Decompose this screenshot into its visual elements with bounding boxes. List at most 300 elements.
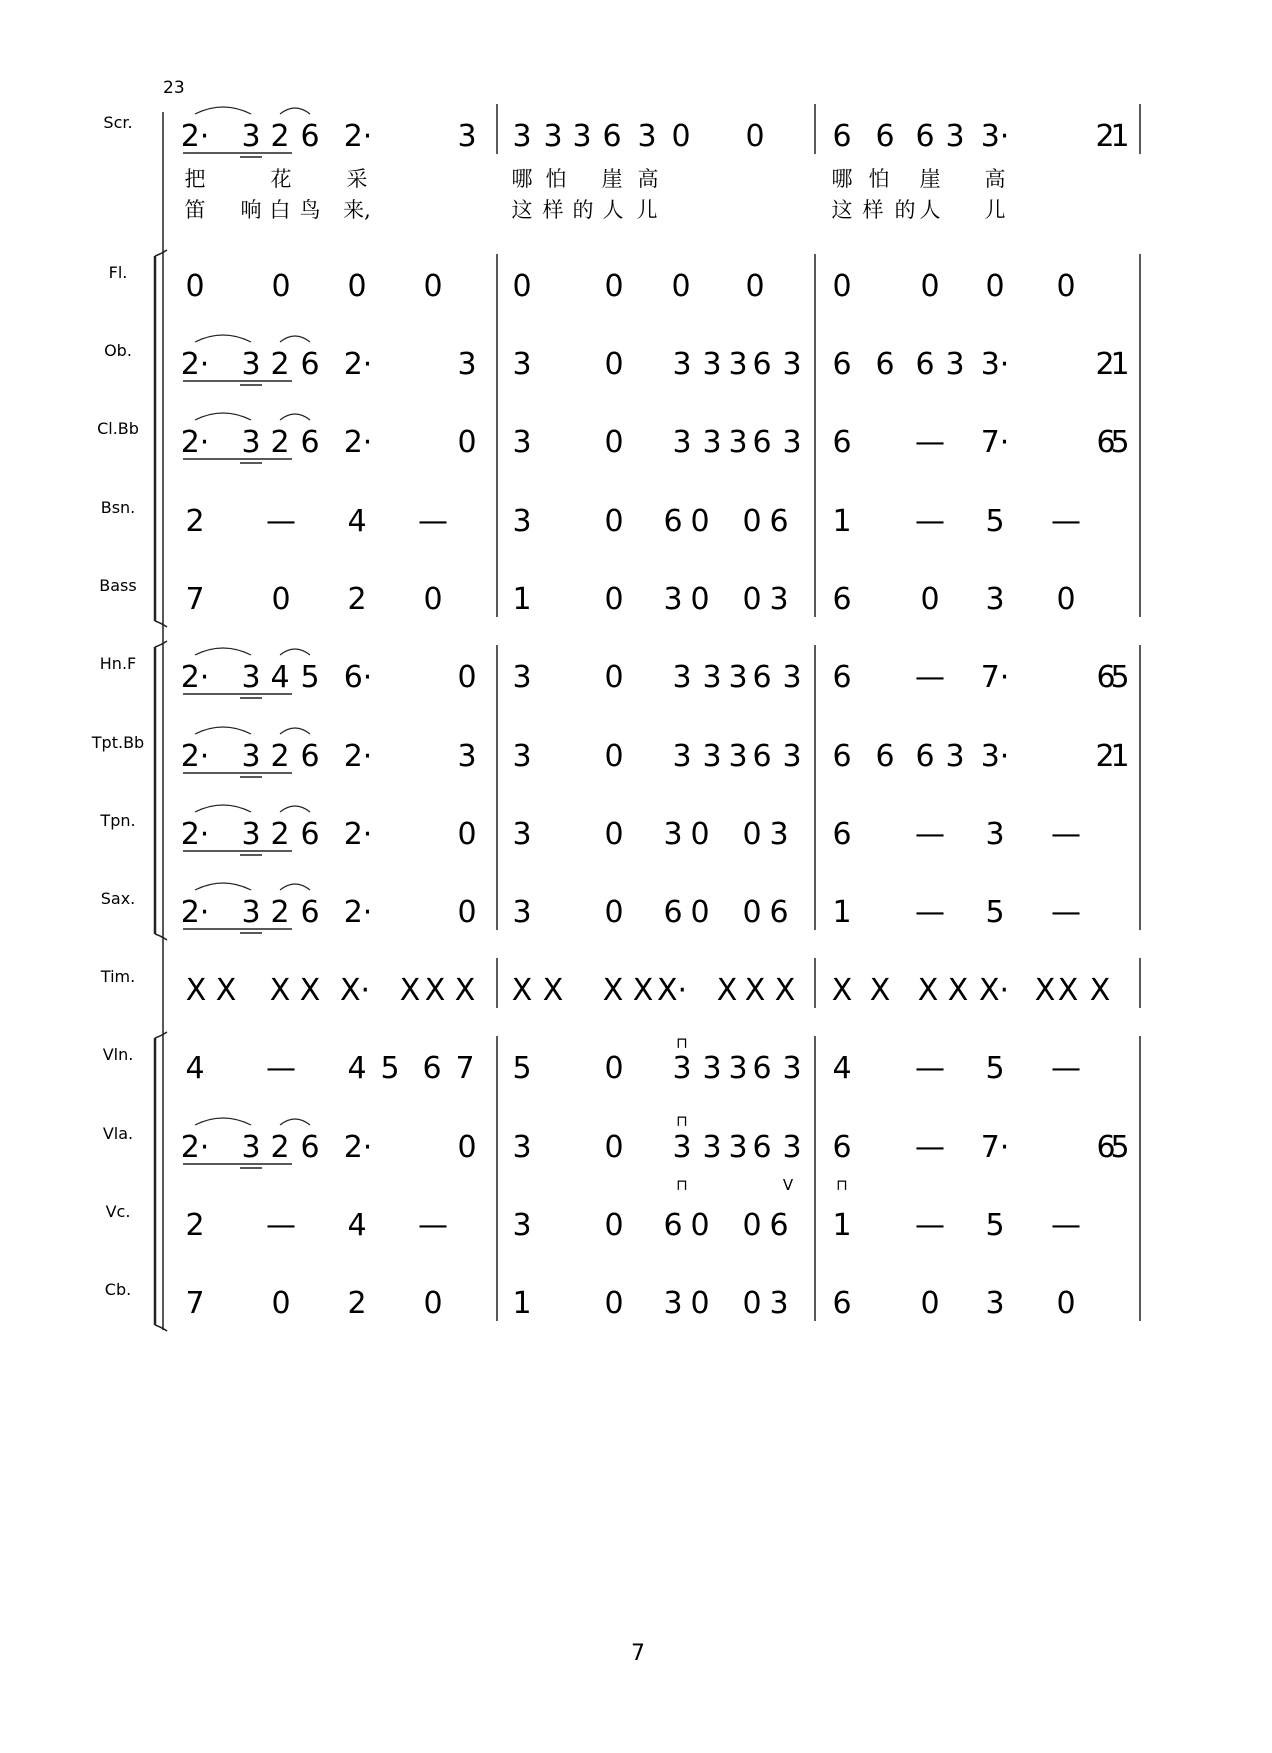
note: 0	[457, 817, 477, 852]
note: 5	[380, 1051, 400, 1086]
instrument-label: Hn.F	[99, 654, 137, 673]
note: X	[632, 973, 654, 1008]
note: 5	[1110, 1130, 1130, 1165]
instrument-label: Vln.	[102, 1045, 134, 1064]
note: 6	[875, 347, 895, 382]
note: X	[269, 973, 291, 1008]
note: 0	[1056, 582, 1076, 617]
note: 3	[782, 347, 802, 382]
note: 0	[690, 895, 710, 930]
note: 6	[832, 1130, 852, 1165]
note: 4	[347, 504, 367, 539]
instrument-label: Tim.	[100, 967, 136, 986]
instrument-label: Bass	[99, 576, 137, 595]
slur	[280, 1119, 310, 1125]
note: 1	[1110, 347, 1130, 382]
note: 0	[742, 895, 762, 930]
bracket-cap-top	[155, 1032, 167, 1038]
note: X·	[339, 973, 371, 1008]
note: 6	[300, 895, 320, 930]
note: 6	[752, 347, 772, 382]
note: 7	[185, 1286, 205, 1321]
slur	[195, 1118, 251, 1125]
note: 3	[769, 582, 789, 617]
note: 3	[512, 347, 532, 382]
note: 0	[604, 347, 624, 382]
note: 2·	[180, 895, 210, 930]
note: 6	[300, 425, 320, 460]
lyrics	[185, 167, 1006, 222]
note: 3	[241, 895, 261, 930]
note: 0	[1056, 269, 1076, 304]
note: 3	[663, 582, 683, 617]
note: 2·	[343, 817, 373, 852]
note: 3	[728, 1130, 748, 1165]
slur	[195, 107, 251, 114]
note: 2	[1095, 739, 1115, 774]
note: —	[266, 1051, 296, 1086]
slur	[195, 883, 251, 890]
instrument-label: Vla.	[102, 1124, 134, 1143]
note: 6	[875, 119, 895, 154]
note: 3	[512, 660, 532, 695]
slur	[195, 805, 251, 812]
note: 7·	[980, 425, 1010, 460]
note: 6	[752, 1130, 772, 1165]
note: 6	[602, 119, 622, 154]
note: 1	[1110, 739, 1130, 774]
lyric-syllable: 响	[240, 198, 262, 222]
note: 0	[690, 817, 710, 852]
note: 6	[832, 660, 852, 695]
lyric-syllable: 样	[542, 198, 564, 222]
note: 6	[832, 425, 852, 460]
note: 3	[728, 1051, 748, 1086]
note: 0	[423, 582, 443, 617]
slur	[280, 649, 310, 655]
note: 6	[915, 119, 935, 154]
note: X	[1034, 973, 1056, 1008]
slur	[195, 727, 251, 734]
slur	[280, 108, 310, 114]
note: 3	[945, 739, 965, 774]
note: 7·	[980, 1130, 1010, 1165]
note: 2·	[180, 119, 210, 154]
note: 6	[832, 347, 852, 382]
note: 0	[457, 425, 477, 460]
lyric-syllable: 高	[637, 167, 659, 191]
bowing-mark: V	[782, 1176, 794, 1194]
instrument-label: Vc.	[105, 1202, 131, 1221]
note: 0	[604, 1051, 624, 1086]
lyric-syllable: 采	[346, 167, 368, 191]
note: 3	[512, 1208, 532, 1243]
note: 3	[702, 739, 722, 774]
note: 6	[422, 1051, 442, 1086]
note: 0	[512, 269, 532, 304]
note: 0	[604, 817, 624, 852]
note: 2·	[180, 347, 210, 382]
slur	[280, 806, 310, 812]
note: 0	[742, 582, 762, 617]
note: 2	[270, 739, 290, 774]
note: 2	[185, 1208, 205, 1243]
note: 5	[300, 660, 320, 695]
note: 3	[572, 119, 592, 154]
slur	[280, 336, 310, 342]
note: 1	[832, 504, 852, 539]
note: 6	[300, 817, 320, 852]
instrument-label: Bsn.	[100, 498, 136, 517]
note: 3	[702, 347, 722, 382]
note: 6	[300, 119, 320, 154]
instrument-label: Tpn.	[100, 811, 136, 830]
note: 3	[241, 347, 261, 382]
note: 0	[920, 1286, 940, 1321]
note: 3	[782, 739, 802, 774]
lyric-syllable: 这	[831, 198, 853, 222]
lyric-syllable: 人	[919, 198, 941, 222]
note: X	[831, 973, 853, 1008]
note: 0	[604, 660, 624, 695]
note: 0	[185, 269, 205, 304]
note: 3	[985, 582, 1005, 617]
note: 6	[875, 739, 895, 774]
note: —	[915, 817, 945, 852]
note: 3	[543, 119, 563, 154]
note: 6	[915, 739, 935, 774]
note: 5	[512, 1051, 532, 1086]
instrument-label: Tpt.Bb	[91, 733, 145, 752]
note: X	[869, 973, 891, 1008]
instrument-label: Sax.	[100, 889, 136, 908]
note: 3	[512, 504, 532, 539]
note: 4	[347, 1208, 367, 1243]
note: 2·	[180, 425, 210, 460]
bowing-mark: ⊓	[676, 1112, 688, 1130]
slur	[280, 414, 310, 420]
note: —	[418, 1208, 448, 1243]
note: 0	[985, 269, 1005, 304]
note: —	[915, 1130, 945, 1165]
note: 3	[637, 119, 657, 154]
note: 3	[782, 1051, 802, 1086]
note: 7	[455, 1051, 475, 1086]
slur	[280, 884, 310, 890]
note: 3	[672, 660, 692, 695]
note: 3	[782, 425, 802, 460]
note: 3	[457, 119, 477, 154]
note: X	[716, 973, 738, 1008]
note: 5	[985, 895, 1005, 930]
note: 5	[1110, 425, 1130, 460]
note: 0	[457, 660, 477, 695]
note: 3	[241, 425, 261, 460]
note: 0	[604, 425, 624, 460]
note: 3	[672, 739, 692, 774]
note: 3	[241, 817, 261, 852]
note: 6	[1096, 660, 1116, 695]
note: 6	[832, 817, 852, 852]
note: 0	[690, 1286, 710, 1321]
note: 0	[920, 582, 940, 617]
note: 3	[512, 1130, 532, 1165]
note: 3	[241, 739, 261, 774]
note: X	[454, 973, 476, 1008]
note: —	[266, 504, 296, 539]
note: 6	[752, 1051, 772, 1086]
note: 2·	[343, 1130, 373, 1165]
note: 0	[271, 269, 291, 304]
lyric-syllable: 笛	[184, 198, 206, 222]
note: 0	[271, 582, 291, 617]
bracket-cap-top	[155, 641, 167, 647]
note: 3	[672, 425, 692, 460]
note: 6	[663, 1208, 683, 1243]
lyric-syllable: 儿	[984, 198, 1006, 222]
note: 3	[728, 347, 748, 382]
note: 3	[728, 660, 748, 695]
lyric-syllable: 高	[984, 167, 1006, 191]
note: 0	[742, 504, 762, 539]
notation-content	[181, 107, 1130, 1321]
note: 0	[745, 269, 765, 304]
note: 3	[457, 347, 477, 382]
note: 0	[604, 895, 624, 930]
note: 3	[985, 817, 1005, 852]
note: 3	[782, 660, 802, 695]
note: 3·	[980, 739, 1010, 774]
note: 6	[832, 582, 852, 617]
note: X	[215, 973, 237, 1008]
note: 0	[690, 582, 710, 617]
note: —	[915, 895, 945, 930]
note: 0	[604, 269, 624, 304]
note: 3	[702, 1130, 722, 1165]
note: 4	[347, 1051, 367, 1086]
note: —	[915, 1208, 945, 1243]
note: 3	[663, 817, 683, 852]
note: —	[1051, 817, 1081, 852]
note: 0	[690, 504, 710, 539]
note: 0	[742, 817, 762, 852]
slur	[280, 728, 310, 734]
note: 3	[728, 739, 748, 774]
note: 3	[512, 425, 532, 460]
note: 2	[347, 582, 367, 617]
lyric-syllable: 哪	[511, 167, 533, 191]
lyric-syllable: 人	[602, 198, 624, 222]
slur	[195, 335, 251, 342]
note: —	[1051, 1051, 1081, 1086]
note: 0	[423, 269, 443, 304]
note: 2·	[180, 1130, 210, 1165]
slur	[195, 648, 251, 655]
note: 6	[832, 739, 852, 774]
instrument-label: Cl.Bb	[97, 419, 139, 438]
note: 3	[672, 1051, 692, 1086]
note: 0	[920, 269, 940, 304]
note: —	[1051, 1208, 1081, 1243]
note: 3	[512, 119, 532, 154]
note: 3·	[980, 347, 1010, 382]
lyric-syllable: 怕	[545, 167, 567, 191]
bracket-cap-bottom	[155, 1325, 167, 1331]
lyric-syllable: 来,	[343, 198, 371, 222]
note: X	[511, 973, 533, 1008]
bracket-cap-bottom	[155, 621, 167, 627]
note: 2	[270, 817, 290, 852]
note: X	[602, 973, 624, 1008]
note: 6·	[343, 660, 373, 695]
note: X	[744, 973, 766, 1008]
note: 2	[270, 425, 290, 460]
note: 2	[347, 1286, 367, 1321]
note: 0	[742, 1208, 762, 1243]
note: 3	[241, 119, 261, 154]
note: 2	[1095, 119, 1115, 154]
note: X	[947, 973, 969, 1008]
lyric-syllable: 儿	[636, 198, 658, 222]
note: 5	[985, 504, 1005, 539]
note: 0	[745, 119, 765, 154]
note: 6	[832, 1286, 852, 1321]
note: 2	[185, 504, 205, 539]
note: 2	[270, 895, 290, 930]
note: X	[774, 973, 796, 1008]
note: 0	[671, 269, 691, 304]
note: 3·	[980, 119, 1010, 154]
note: 4	[832, 1051, 852, 1086]
note: X·	[978, 973, 1010, 1008]
note: 6	[1096, 425, 1116, 460]
note: 6	[769, 504, 789, 539]
note: —	[915, 504, 945, 539]
note: 2·	[343, 739, 373, 774]
note: 2	[1095, 347, 1115, 382]
note: 0	[457, 1130, 477, 1165]
instrument-label: Scr.	[103, 113, 133, 132]
note: 6	[752, 739, 772, 774]
note: 3	[945, 119, 965, 154]
note: —	[418, 504, 448, 539]
bowing-mark: ⊓	[676, 1176, 688, 1194]
note: X	[1057, 973, 1079, 1008]
instrument-labels	[91, 113, 144, 1299]
note: —	[915, 425, 945, 460]
note: 5	[985, 1208, 1005, 1243]
bracket-cap-bottom	[155, 934, 167, 940]
note: 5	[985, 1051, 1005, 1086]
lyric-syllable: 的	[894, 198, 916, 222]
note: 0	[690, 1208, 710, 1243]
measure-number: 23	[163, 78, 185, 98]
lyric-syllable: 花	[270, 167, 292, 191]
note: 6	[752, 660, 772, 695]
note: —	[915, 660, 945, 695]
note: 6	[832, 119, 852, 154]
note: 3	[241, 1130, 261, 1165]
bowing-mark: ⊓	[836, 1176, 848, 1194]
note: 5	[1110, 660, 1130, 695]
lyric-syllable: 把	[184, 167, 206, 191]
note: X	[542, 973, 564, 1008]
note: 0	[832, 269, 852, 304]
note: 0	[604, 1208, 624, 1243]
note: 3	[769, 1286, 789, 1321]
note: 6	[300, 347, 320, 382]
note: 1	[512, 1286, 532, 1321]
page-number: 7	[631, 1641, 645, 1666]
note: 0	[423, 1286, 443, 1321]
note: 3	[457, 739, 477, 774]
note: —	[266, 1208, 296, 1243]
note: 0	[271, 1286, 291, 1321]
note: 1	[832, 1208, 852, 1243]
note: 2·	[180, 739, 210, 774]
note: 0	[604, 582, 624, 617]
note: 1	[832, 895, 852, 930]
note: 2·	[343, 119, 373, 154]
lyric-syllable: 怕	[868, 167, 890, 191]
note: 6	[300, 1130, 320, 1165]
note: 0	[671, 119, 691, 154]
note: X	[299, 973, 321, 1008]
note: 3	[663, 1286, 683, 1321]
note: 6	[663, 895, 683, 930]
note: 4	[185, 1051, 205, 1086]
note: 3	[782, 1130, 802, 1165]
lyric-syllable: 样	[862, 198, 884, 222]
note: —	[1051, 895, 1081, 930]
note: X	[424, 973, 446, 1008]
note: 2·	[180, 817, 210, 852]
lyric-syllable: 白	[269, 198, 291, 222]
note: 0	[742, 1286, 762, 1321]
note: 6	[769, 895, 789, 930]
lyric-syllable: 哪	[831, 167, 853, 191]
note: X	[1089, 973, 1111, 1008]
note: X·	[656, 973, 688, 1008]
note: 3	[728, 425, 748, 460]
note: 3	[672, 347, 692, 382]
note: 6	[663, 504, 683, 539]
note: 3	[945, 347, 965, 382]
note: 0	[347, 269, 367, 304]
note: 0	[457, 895, 477, 930]
lyric-syllable: 崖	[601, 167, 623, 191]
note: 3	[985, 1286, 1005, 1321]
note: 2·	[343, 425, 373, 460]
note: 6	[1096, 1130, 1116, 1165]
note: 0	[1056, 1286, 1076, 1321]
instrument-label: Fl.	[108, 263, 128, 282]
lyric-syllable: 这	[511, 198, 533, 222]
lyric-syllable: 鸟	[299, 198, 321, 222]
note: 3	[769, 817, 789, 852]
instrument-label: Ob.	[104, 341, 132, 360]
note: X	[185, 973, 207, 1008]
note: 4	[270, 660, 290, 695]
instrument-label: Cb.	[104, 1280, 132, 1299]
note: —	[1051, 504, 1081, 539]
note: 6	[769, 1208, 789, 1243]
note: 3	[512, 739, 532, 774]
bracket-cap-top	[155, 250, 167, 256]
note: 2	[270, 1130, 290, 1165]
note: 6	[915, 347, 935, 382]
note: 6	[752, 425, 772, 460]
